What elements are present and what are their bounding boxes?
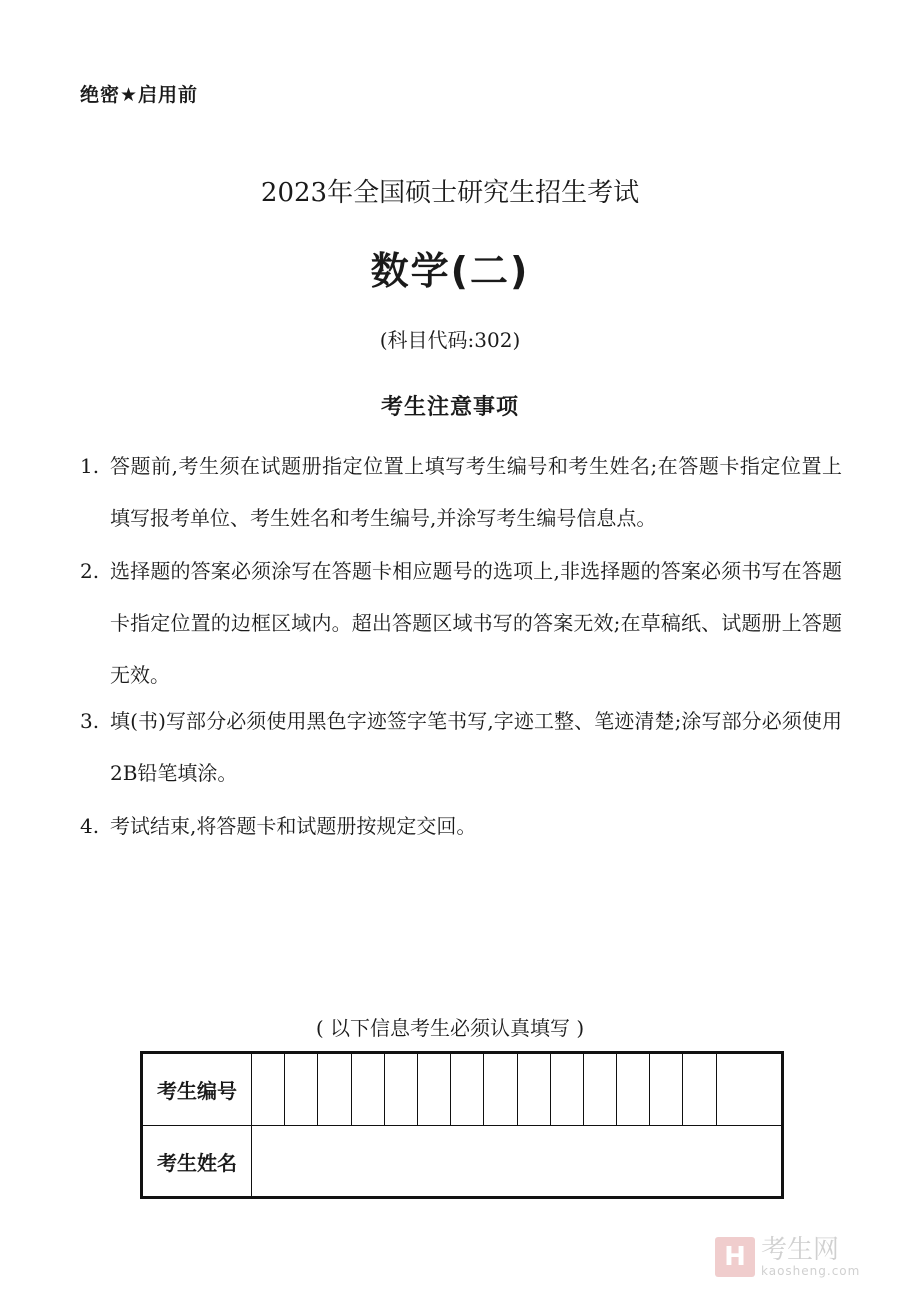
- notice-item-number: 4.: [80, 814, 100, 838]
- candidate-number-box[interactable]: [650, 1053, 683, 1126]
- fill-in-note: ( 以下信息考生必须认真填写 ): [315, 1016, 585, 1040]
- site-watermark: [715, 1236, 860, 1278]
- candidate-number-box[interactable]: [617, 1053, 650, 1126]
- candidate-number-row: [142, 1053, 783, 1126]
- candidate-name-row: [142, 1126, 783, 1198]
- candidate-number-box[interactable]: [351, 1053, 384, 1126]
- candidate-number-box[interactable]: [417, 1053, 450, 1126]
- candidate-number-label: 考生编号: [142, 1053, 252, 1126]
- exam-title: 2023年全国硕士研究生招生考试: [260, 178, 640, 208]
- notice-item-text: 考试结束,将答题卡和试题册按规定交回。: [110, 814, 477, 838]
- notice-item-number: 1.: [80, 454, 100, 478]
- watermark-text: [761, 1236, 860, 1278]
- candidate-name-label: 考生姓名: [142, 1126, 252, 1198]
- subject-title: 数学(二): [370, 249, 530, 293]
- candidate-number-box[interactable]: [517, 1053, 550, 1126]
- notice-item-number: 2.: [80, 559, 100, 583]
- watermark-domain: kaosheng.com: [761, 1264, 861, 1278]
- notice-heading: 考生注意事项: [380, 395, 519, 420]
- notice-item-text: 选择题的答案必须涂写在答题卡相应题号的选项上,非选择题的答案必须书写在答题卡指定位置的边框区域内。超出答题区域书写的答案无效;在草稿纸、试题册上答题无效。: [110, 559, 842, 687]
- candidate-number-box[interactable]: [484, 1053, 517, 1126]
- candidate-number-box[interactable]: [451, 1053, 484, 1126]
- candidate-name-field[interactable]: [252, 1126, 783, 1198]
- watermark-site-name: 考生网: [761, 1235, 840, 1265]
- candidate-number-box[interactable]: [683, 1053, 716, 1126]
- notice-item-text: 填(书)写部分必须使用黑色字迹签字笔书写,字迹工整、笔迹清楚;涂写部分必须使用2B铅笔填涂。: [110, 709, 842, 785]
- subject-code: (科目代码:302): [379, 328, 521, 352]
- notice-item-text: 答题前,考生须在试题册指定位置上填写考生编号和考生姓名;在答题卡指定位置上填写报考单位、考生姓名和考生编号,并涂写考生编号信息点。: [110, 454, 842, 530]
- candidate-number-box[interactable]: [583, 1053, 616, 1126]
- notice-item-number: 3.: [80, 709, 100, 733]
- notice-item-4: [80, 800, 842, 852]
- candidate-number-box[interactable]: [716, 1053, 782, 1126]
- candidate-info-table: [140, 1051, 784, 1199]
- candidate-number-box[interactable]: [252, 1053, 285, 1126]
- candidate-number-box[interactable]: [384, 1053, 417, 1126]
- candidate-number-box[interactable]: [318, 1053, 351, 1126]
- notice-item-3: [80, 695, 842, 799]
- candidate-number-box[interactable]: [285, 1053, 318, 1126]
- classification-label: 绝密★启用前: [80, 84, 199, 106]
- watermark-logo-icon: H: [715, 1237, 755, 1277]
- notice-item-2: [80, 545, 842, 701]
- candidate-number-box[interactable]: [550, 1053, 583, 1126]
- notice-item-1: [80, 440, 842, 544]
